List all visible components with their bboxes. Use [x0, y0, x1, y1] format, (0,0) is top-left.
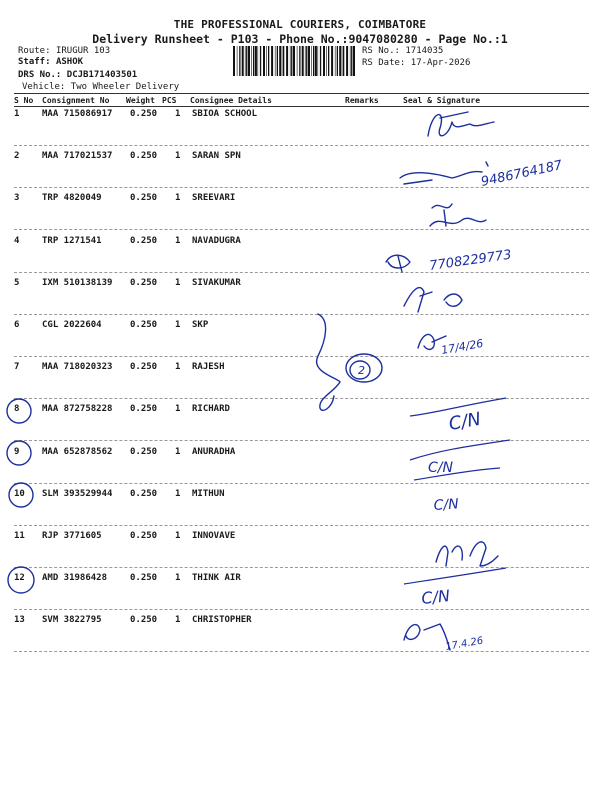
cell-sno: 6 [14, 320, 20, 330]
barcode-bar [335, 46, 336, 76]
barcode-bar [248, 46, 250, 76]
cell-consignment: AMD 31986428 [42, 573, 108, 584]
barcode-bar [331, 46, 333, 76]
cell-weight: 0.250 [130, 320, 158, 330]
cell-consignee: SREEVARI [192, 193, 236, 204]
vehicle-label: Vehicle: [22, 82, 66, 92]
cell-consignee: SKP [192, 320, 209, 330]
cell-consignment: MAA 872758228 [42, 404, 113, 415]
col-consignee: Consignee Details [190, 96, 272, 105]
cell-weight: 0.250 [130, 193, 158, 204]
handwritten-row12-cn: C/N [420, 586, 451, 608]
cell-consignment: SLM 393529944 [42, 488, 113, 499]
cell-consignee: CHRISTOPHER [192, 615, 252, 626]
cell-sno: 11 [14, 531, 25, 541]
barcode-bar [290, 46, 291, 76]
cell-weight: 0.250 [130, 404, 158, 415]
cell-consignment: SVM 3822795 [42, 615, 102, 626]
cell-consignee: NAVADUGRA [192, 235, 241, 246]
route-value: IRUGUR 103 [55, 46, 111, 56]
row-divider [14, 356, 589, 357]
barcode-bar [293, 46, 295, 76]
cell-consignee: ANURADHA [192, 446, 236, 457]
cell-weight: 0.250 [130, 235, 158, 246]
handwritten-row4-phone: 7708229773 [428, 247, 513, 274]
barcode [233, 46, 358, 76]
barcode-bar [279, 46, 281, 76]
barcode-bar [326, 46, 327, 76]
cell-pcs: 1 [175, 404, 181, 415]
barcode-bar [353, 46, 355, 76]
cell-pcs: 1 [175, 109, 181, 119]
cell-pcs: 1 [175, 235, 181, 246]
barcode-bar [239, 46, 240, 76]
rs-no-line [362, 46, 443, 56]
cell-pcs: 1 [175, 151, 181, 162]
barcode-bar [302, 46, 304, 76]
cell-consignee: MITHUN [192, 488, 225, 499]
cell-pcs: 1 [175, 531, 181, 541]
staff-value: ASHOK [55, 57, 84, 67]
row-divider [14, 272, 589, 273]
barcode-bar [263, 46, 265, 76]
row-divider [14, 145, 589, 146]
row-divider [14, 398, 589, 399]
vehicle-value: Two Wheeler Delivery [70, 82, 180, 92]
rs-no-value: 1714035 [405, 46, 444, 56]
cell-weight: 0.250 [130, 446, 158, 457]
barcode-bar [258, 46, 259, 76]
cell-consignment: MAA 715086917 [42, 109, 113, 119]
cell-sno: 8 [14, 404, 20, 415]
cell-pcs: 1 [175, 488, 181, 499]
barcode-bar [251, 46, 252, 76]
barcode-bar [299, 46, 300, 76]
handwritten-row2-phone: 9486764187 [479, 158, 564, 190]
cell-sno: 13 [14, 615, 25, 626]
cell-sno: 1 [14, 109, 20, 119]
barcode-bar [255, 46, 257, 76]
header-rule-top [14, 93, 589, 94]
cell-consignment: MAA 718020323 [42, 362, 113, 373]
row-divider [14, 651, 589, 652]
cell-consignee: SBIOA SCHOOL [192, 109, 258, 119]
col-pcs: PCS [162, 96, 177, 105]
cell-sno: 3 [14, 193, 20, 204]
staff-line [18, 57, 83, 67]
cell-sno: 12 [14, 573, 25, 584]
barcode-bar [275, 46, 276, 76]
barcode-bar [315, 46, 317, 76]
cell-weight: 0.250 [130, 151, 158, 162]
rs-date-line [362, 58, 470, 68]
cell-consignment: TRP 1271541 [42, 235, 102, 246]
col-sno: S No [14, 96, 34, 105]
barcode-bar [277, 46, 278, 76]
cell-consignment: TRP 4820049 [42, 193, 102, 204]
barcode-bar [286, 46, 288, 76]
row-divider [14, 314, 589, 315]
cell-pcs: 1 [175, 362, 181, 373]
barcode-bar [351, 46, 352, 76]
barcode-bar [342, 46, 343, 76]
cell-sno: 10 [14, 488, 25, 499]
route-label: Route: [18, 46, 51, 56]
cell-weight: 0.250 [130, 362, 158, 373]
handwritten-row7-digit: 2 [358, 364, 365, 377]
cell-weight: 0.250 [130, 277, 158, 288]
cell-weight: 0.250 [130, 488, 158, 499]
cell-consignment: RJP 3771605 [42, 531, 102, 541]
cell-consignee: THINK AIR [192, 573, 241, 584]
col-weight: Weight [126, 96, 155, 105]
cell-weight: 0.250 [130, 615, 158, 626]
cell-weight: 0.250 [130, 531, 158, 541]
cell-sno: 5 [14, 277, 20, 288]
drs-label: DRS No.: [18, 70, 62, 80]
barcode-bar [323, 46, 325, 76]
handwritten-row10-cn: C/N [433, 496, 460, 514]
row-divider [14, 187, 589, 188]
row-divider [14, 567, 589, 568]
cell-pcs: 1 [175, 320, 181, 330]
cell-pcs: 1 [175, 446, 181, 457]
row-divider [14, 440, 589, 441]
row-divider [14, 483, 589, 484]
rs-date-value: 17-Apr-2026 [410, 58, 471, 68]
barcode-bar [268, 46, 269, 76]
row-divider [14, 525, 589, 526]
cell-weight: 0.250 [130, 573, 158, 584]
cell-consignment: MAA 717021537 [42, 151, 113, 162]
barcode-bar [233, 46, 235, 76]
barcode-bar [242, 46, 244, 76]
barcode-bar [266, 46, 267, 76]
cell-pcs: 1 [175, 615, 181, 626]
handwritten-row13-date: 17.4.26 [444, 635, 485, 653]
company-title: THE PROFESSIONAL COURIERS, COIMBATORE [173, 18, 427, 31]
cell-consignee: RAJESH [192, 362, 225, 373]
cell-consignee: INNOVAVE [192, 531, 236, 541]
col-remarks: Remarks [345, 96, 379, 105]
cell-pcs: 1 [175, 277, 181, 288]
cell-consignment: CGL 2022604 [42, 320, 102, 330]
cell-sno: 2 [14, 151, 20, 162]
rs-no-label: RS No.: [362, 46, 400, 56]
col-seal-signature: Seal & Signature [403, 96, 481, 105]
row-divider [14, 229, 589, 230]
cell-sno: 9 [14, 446, 20, 457]
col-consignment: Consignment No [42, 96, 110, 105]
barcode-bar [343, 46, 344, 76]
row-divider [14, 609, 589, 610]
vehicle-line [22, 82, 179, 92]
runsheet-subtitle: Delivery Runsheet - P103 - Phone No.:9047080280 - Page No.:1 [92, 32, 508, 46]
barcode-bar [245, 46, 246, 76]
cell-sno: 7 [14, 362, 20, 373]
cell-consignee: RICHARD [192, 404, 230, 415]
drs-value: DCJB171403501 [66, 70, 138, 80]
cell-consignee: SARAN SPN [192, 151, 241, 162]
cell-consignment: MAA 652878562 [42, 446, 113, 457]
drs-line [18, 70, 137, 80]
barcode-bar [308, 46, 310, 76]
cell-pcs: 1 [175, 573, 181, 584]
barcode-bar [328, 46, 329, 76]
barcode-bar [260, 46, 261, 76]
barcode-bar [313, 46, 314, 76]
barcode-bar [337, 46, 338, 76]
handwritten-row8-cn: C/N [447, 408, 483, 435]
cell-pcs: 1 [175, 193, 181, 204]
cell-consignment: IXM 510138139 [42, 277, 113, 288]
cell-consignee: SIVAKUMAR [192, 277, 241, 288]
cell-sno: 4 [14, 235, 20, 246]
barcode-bar [311, 46, 312, 76]
barcode-bar [237, 46, 238, 76]
barcode-bar [346, 46, 348, 76]
barcode-bar [291, 46, 292, 76]
barcode-bar [253, 46, 254, 76]
barcode-bar [350, 46, 351, 76]
staff-label: Staff: [18, 57, 51, 67]
cell-weight: 0.250 [130, 109, 158, 119]
header-rule-bottom [14, 106, 589, 107]
barcode-bar [339, 46, 341, 76]
barcode-bar [282, 46, 283, 76]
barcode-bar [283, 46, 284, 76]
barcode-bar [306, 46, 307, 76]
barcode-bar [297, 46, 298, 76]
barcode-bar [318, 46, 319, 76]
route-line [18, 46, 110, 56]
handwritten-row9-cn: C/N [428, 460, 453, 476]
barcode-bar [305, 46, 306, 76]
rs-date-label: RS Date: [362, 58, 406, 68]
barcode-bar [320, 46, 321, 76]
handwritten-row6-date: 17/4/26 [440, 336, 485, 357]
barcode-bar [271, 46, 273, 76]
barcode-bar [246, 46, 247, 76]
